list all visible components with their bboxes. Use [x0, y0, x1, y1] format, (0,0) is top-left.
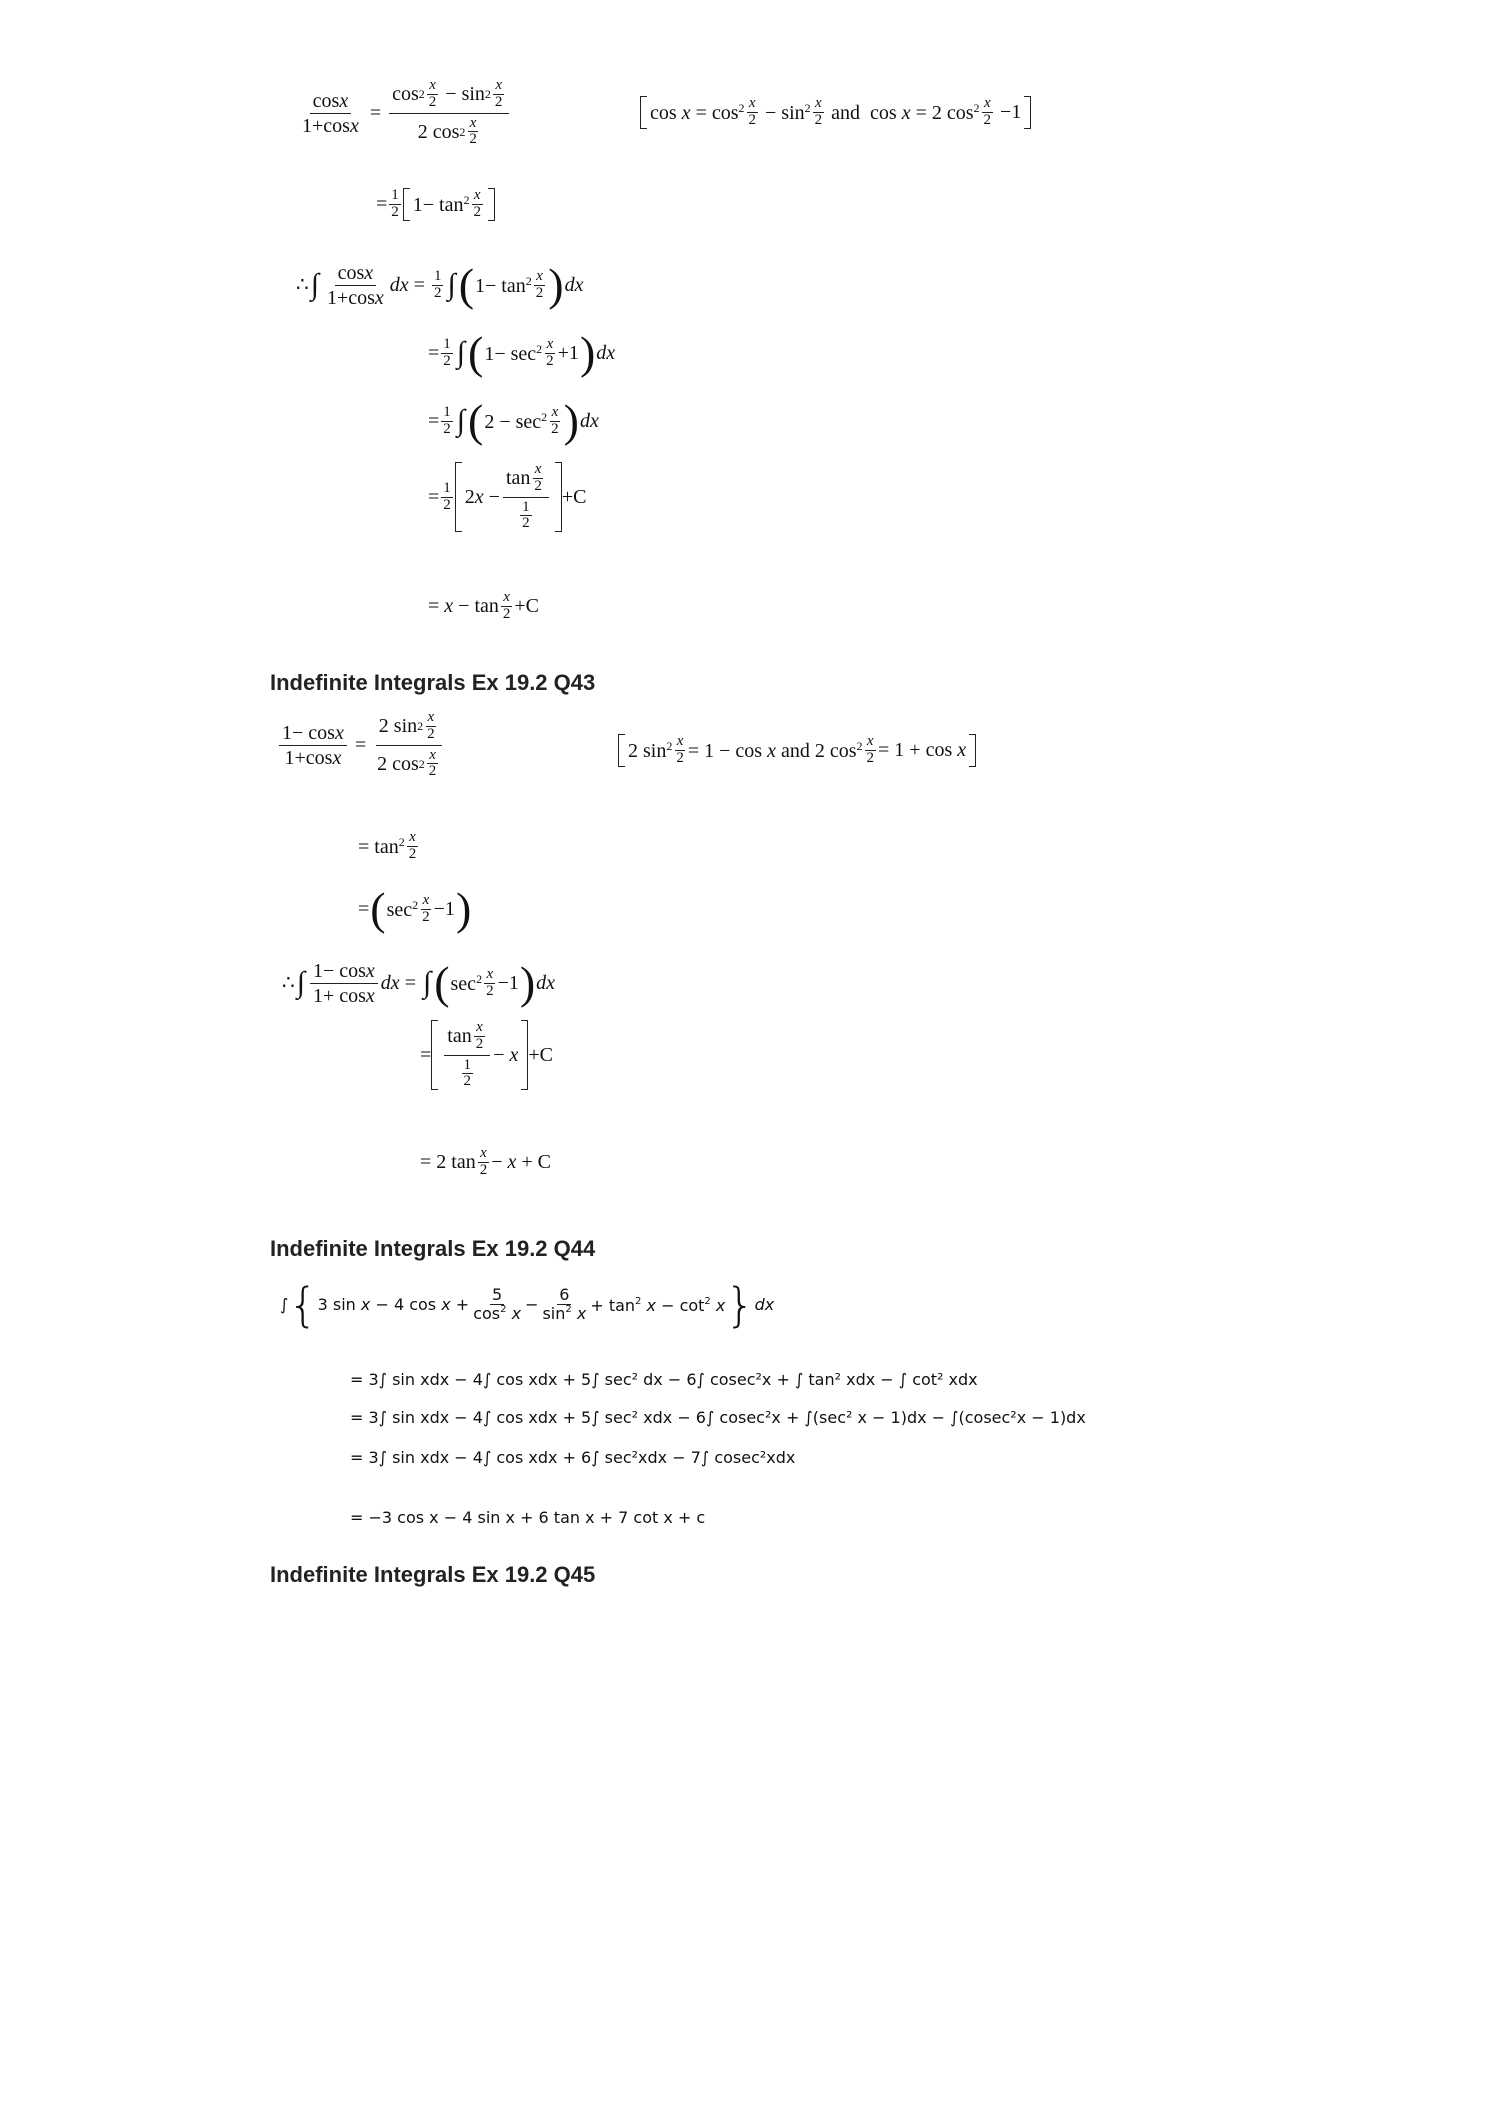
- q42-step-6: = $\frac{1}{2}$ 2x − tan $\frac{x}{2}$ $\frac{1}{2}$ +C: [428, 461, 587, 532]
- section-title-q45: Indefinite Integrals Ex 19.2 Q45: [270, 1562, 596, 1587]
- section-title-q43: Indefinite Integrals Ex 19.2 Q43: [270, 670, 596, 695]
- q44-step-3: = 3∫ sin xdx − 4∫ cos xdx + 6∫ sec²xdx − 7∫ cosec²xdx: [350, 1448, 796, 1467]
- q43-step-2: = $\tan^2$ $\frac{x}{2}$: [358, 829, 417, 862]
- q43-step-5: = tan $\frac{x}{2}$ $\frac{1}{2}$ − x +C: [420, 1019, 554, 1090]
- q43-step-1: 1− cos x 1+cos x = 2 sin 2 $\frac{x}{2}$ 2 cos 2 $\frac{x}{2}$: [276, 710, 446, 780]
- q43-step-6: = 2 tan $\frac{x}{2}$ − x + C: [420, 1145, 552, 1178]
- q43-identity-note: 2 $\sin^2$ $\frac{x}{2}$ = 1 − cos x and 2 $\cos^2$ $\frac{x}{2}$ = 1 + cos x: [618, 734, 976, 767]
- q42-step-3: ∴ ∫ cos x 1+cos x dx = $\frac{1}{2}$ ∫ ( $1- \tan^2$ $\frac{x}{2}$ ) dx: [296, 259, 584, 310]
- const-C: C: [539, 1044, 554, 1066]
- q44-step-1: = 3∫ sin xdx − 4∫ cos xdx + 5∫ sec² dx − 6∫ cosec²x + ∫ tan² xdx − ∫ cot² xdx: [350, 1370, 978, 1389]
- const-C: C: [525, 595, 540, 618]
- q42-step-7: = x − tan $\frac{x}{2}$ +C: [428, 589, 540, 622]
- q42-identity-note: $\cos x = \cos^2$ $\frac{x}{2}$ − $\sin^2$ $\frac{x}{2}$ and cos x = 2 $\cos^2$ $\frac{x}{2}$ −1: [640, 96, 1031, 129]
- q44-step-2: = 3∫ sin xdx − 4∫ cos xdx + 5∫ sec² xdx − 6∫ cosec²x + ∫(sec² x − 1)dx − ∫(cosec²x − 1)dx: [350, 1408, 1086, 1427]
- section-title-q44: Indefinite Integrals Ex 19.2 Q44: [270, 1236, 596, 1261]
- const-C: C: [573, 486, 587, 508]
- q42-step-1: cos x 1+cos x = cos 2 $\frac{x}{2}$ − sin 2 $\frac{x}{2}$ 2 cos 2 $\frac{x}{2}$: [296, 78, 512, 148]
- q42-step-2: = $\frac{1}{2}$ $1- \tan^2$ $\frac{x}{2}$: [376, 188, 495, 221]
- and-word: and: [780, 739, 810, 762]
- and-word: and: [831, 101, 861, 124]
- q42-step-4: = $\frac{1}{2}$ ∫ ( $1- \sec^2$ $\frac{x}{2}$ +1 ) dx: [428, 327, 616, 378]
- const-C: C: [537, 1151, 552, 1174]
- q44-step-4: = −3 cos x − 4 sin x + 6 tan x + 7 cot x + c: [350, 1508, 706, 1527]
- q42-step-5: = $\frac{1}{2}$ ∫ ( $2 - \sec^2$ $\frac{x}{2}$ ) dx: [428, 395, 599, 446]
- q44-integrand: ∫ { 3 sin x − 4 cos x + $\frac{5}{\cos^2 x}$ − $\frac{6}{\sin^2 x}$ + $\tan^2 x - \cot^2 x$ } dx: [280, 1278, 775, 1332]
- q43-step-4: ∴ ∫ 1− cos x 1+ cos x dx = ∫ ( $\sec^2$ $\frac{x}{2}$ −1 ) dx: [282, 957, 556, 1008]
- q43-step-3: = ( $\sec^2$ $\frac{x}{2}$ −1 ): [358, 883, 472, 934]
